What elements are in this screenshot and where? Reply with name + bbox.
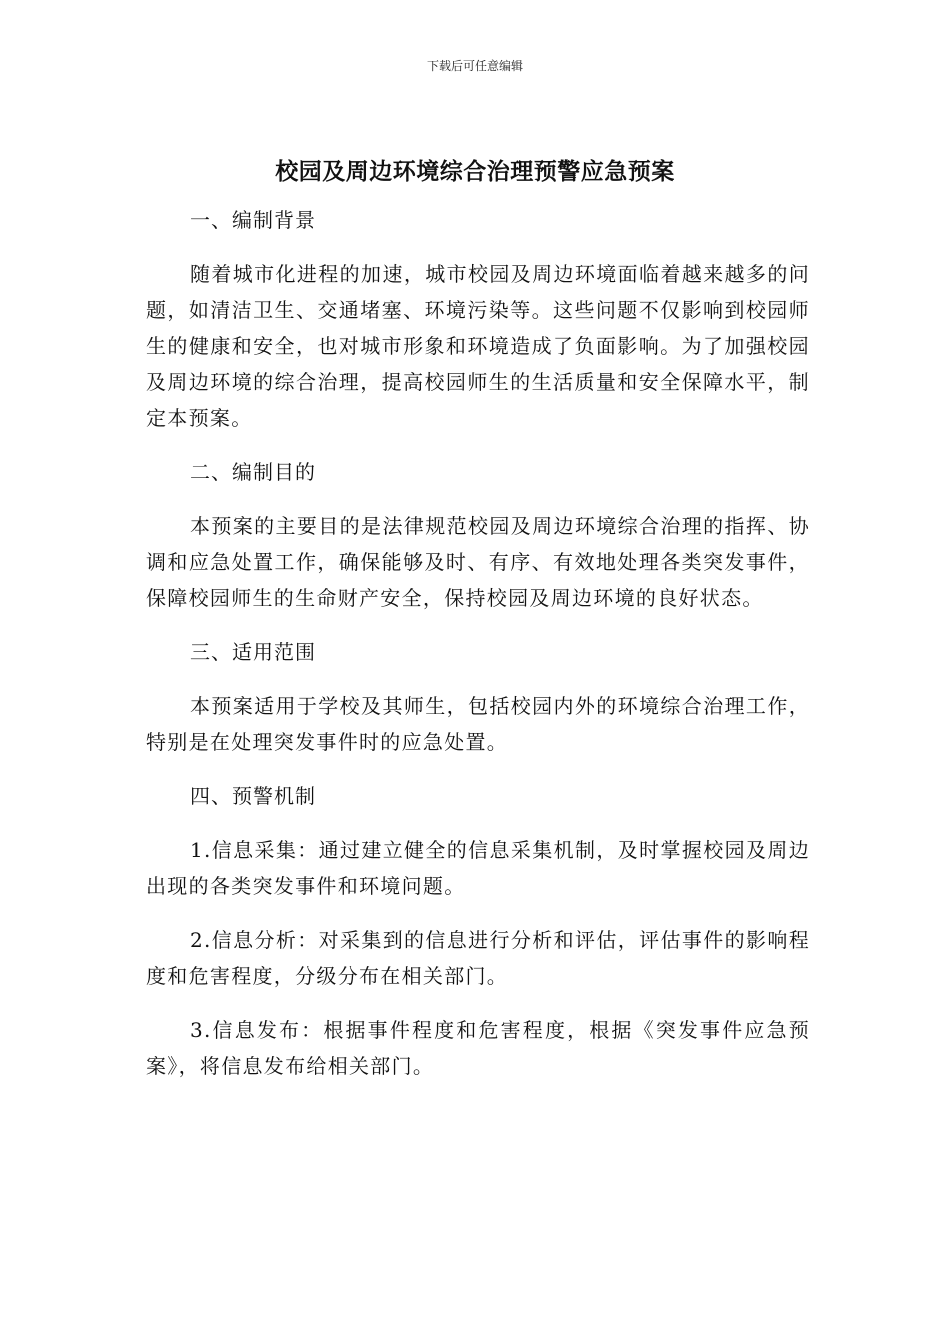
section-heading-purpose: 二、编制目的	[190, 460, 316, 484]
list-item-info-release: 3.信息发布：根据事件程度和危害程度，根据《突发事件应急预案》，将信息发布给相关部门。	[146, 1018, 810, 1078]
section-paragraph-purpose: 本预案的主要目的是法律规范校园及周边环境综合治理的指挥、协调和应急处置工作，确保能够及时、有序、有效地处理各类突发事件，保障校园师生的生命财产安全，保持校园及周边环境的良好状态。	[146, 514, 810, 610]
document-title: 校园及周边环境综合治理预警应急预案	[275, 159, 675, 186]
section-heading-warning-mechanism: 四、预警机制	[190, 784, 316, 808]
document-body	[146, 202, 810, 1102]
header-note: 下载后可任意编辑	[426, 59, 523, 73]
section-heading-background: 一、编制背景	[190, 208, 316, 232]
section-paragraph-background: 随着城市化进程的加速，城市校园及周边环境面临着越来越多的问题，如清洁卫生、交通堵塞、环境污染等。这些问题不仅影响到校园师生的健康和安全，也对城市形象和环境造成了负面影响。为了加强校园及周边环境的综合治理，提高校园师生的生活质量和安全保障水平，制定本预案。	[146, 262, 810, 430]
list-item-info-analysis: 2.信息分析：对采集到的信息进行分析和评估，评估事件的影响程度和危害程度，分级分布在相关部门。	[146, 928, 810, 988]
section-heading-scope: 三、适用范围	[190, 640, 316, 664]
list-item-info-collection: 1.信息采集：通过建立健全的信息采集机制，及时掌握校园及周边出现的各类突发事件和环境问题。	[146, 838, 810, 898]
section-paragraph-scope: 本预案适用于学校及其师生，包括校园内外的环境综合治理工作，特别是在处理突发事件时的应急处置。	[146, 694, 810, 754]
